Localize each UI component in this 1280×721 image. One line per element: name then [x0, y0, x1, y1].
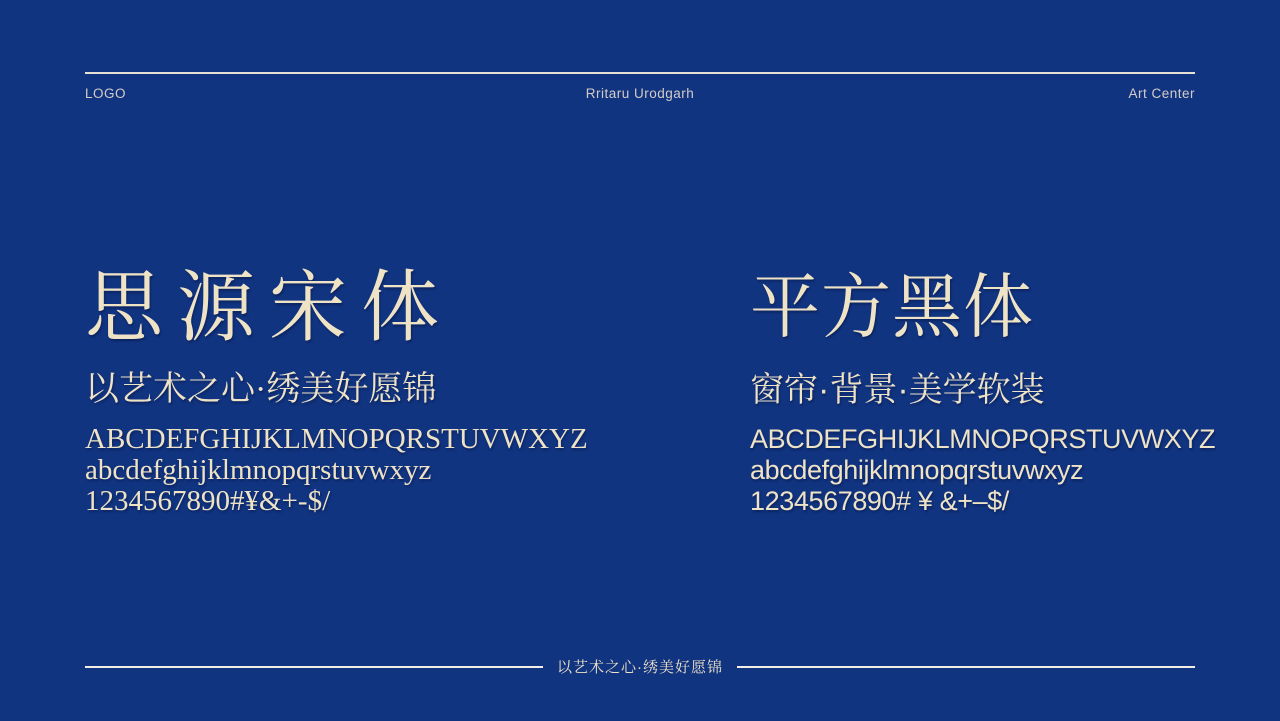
specimen-sans-tagline: 窗帘·背景·美学软装: [750, 371, 1045, 409]
uppercase-line: ABCDEFGHIJKLMNOPQRSTUVWXYZ: [750, 424, 1216, 454]
uppercase-line: ABCDEFGHIJKLMNOPQRSTUVWXYZ: [85, 423, 588, 455]
art-center-label: Art Center: [1128, 86, 1195, 101]
specimen-sans-glyphs: [750, 424, 1220, 517]
numerals-line: 1234567890# ¥ &+–$/: [750, 486, 1009, 516]
footer: [85, 656, 1195, 677]
specimen-serif: [85, 265, 665, 517]
header: [85, 86, 1195, 101]
logo-text: LOGO: [85, 86, 127, 101]
footer-divider-left: [85, 666, 543, 668]
specimen-serif-name: 思源宋体: [85, 264, 454, 351]
numerals-line: 1234567890#¥&+-$/: [85, 485, 331, 517]
footer-slogan: 以艺术之心·绣美好愿锦: [557, 659, 723, 676]
specimen-sans-name: 平方黑体: [750, 268, 1034, 346]
specimen-serif-tagline: 以艺术之心·绣美好愿锦: [85, 371, 437, 408]
lowercase-line: abcdefghijklmnopqrstuvwxyz: [750, 455, 1084, 485]
lowercase-line: abcdefghijklmnopqrstuvwxyz: [85, 454, 432, 486]
specimen-sans: [750, 265, 1220, 517]
specimen-serif-glyphs: [85, 424, 665, 517]
header-divider: [85, 72, 1195, 74]
footer-divider-right: [737, 666, 1195, 668]
brand-name: Rritaru Urodgarh: [585, 86, 695, 101]
